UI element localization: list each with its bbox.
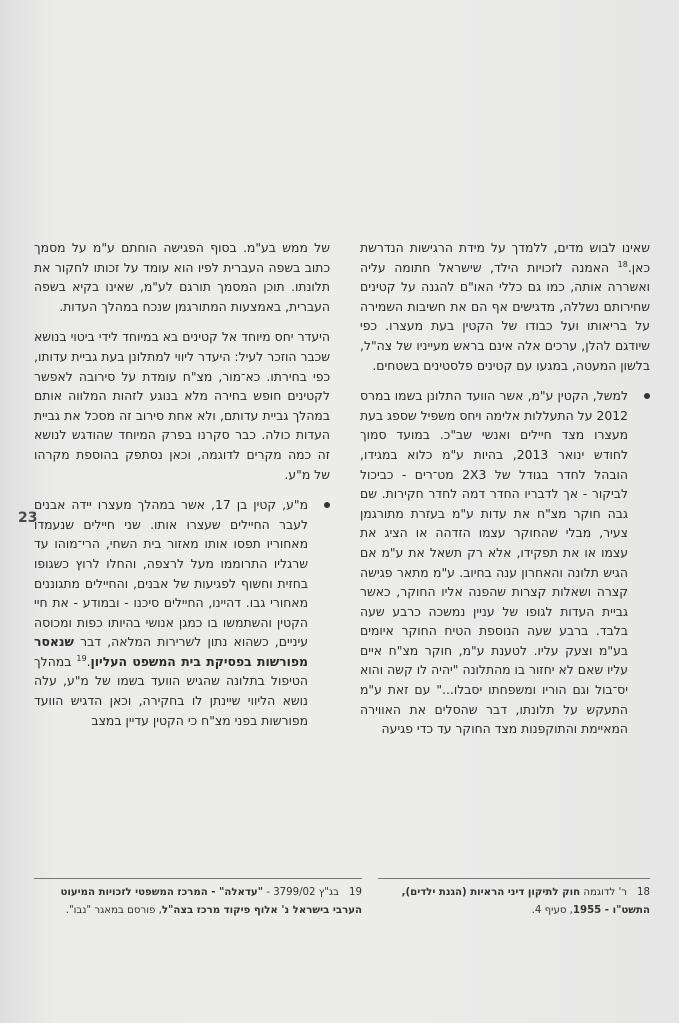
bullet-icon — [324, 502, 330, 508]
bold-text: "עדאלה" - המרכז המשפטי לזכויות המיעוט הערבי בישראל נ' אלוף פיקוד מרכז בצה"ל — [60, 887, 362, 916]
footnote-18: 18ר' לדוגמה חוק לתיקון דיני הראיות (הגנת ילדים), התשט"ו - 1955, סעיף 4. — [401, 887, 650, 916]
paragraph: שאינו לבוש מדים, ללמדך על מידת הרגישות הנדרשת כאן.$^{18}$ האמנה לזכויות הילד, שישראל חתומה עליה ואשררה אותה, כמו גם כללי האו"ם להגנה על קטינים שחירותם נשללה, מדגישים אף הם את חשיבות השמירה על בריאותו ועל כבודו של הקטין בעת מעצרו. כפי שיודגם להלן, ערכים אלה אינם בראש מעייניו של צה"ל, בלשון המעטה, במגעו עם קטינים פלסטינים בשטחים. — [360, 240, 650, 373]
footnote-19: 19בג"ץ 3799/02 - "עדאלה" - המרכז המשפטי לזכויות המיעוט הערבי בישראל נ' אלוף פיקוד מרכז בצה"ל, פורסם במאגר "נבו". — [60, 887, 362, 916]
footnote-divider — [34, 878, 362, 879]
paragraph: היעדר יחס מיוחד אל קטינים בא במיוחד לידי ביטוי בנושא שכבר הוזכר לעיל: היעדר ליווי למתלונן בעת גביית עדותו, כפי בחירתו. כא־מור, מצ"ח עומדת על סירובה לאפשר לקטינים חופש בחירה מלא בנוגע לזהות המלווה אותם במהלך גביית עדותם, ולא אחת סירוב זה מסכל את גביית העדות כולה. כבר סקרנו בפרק המיוחד שהודגש לנושא זה כמה מקרים לדוגמה, וכאן נסתפק בהוספת מקרהו של מ"ע. — [34, 329, 330, 482]
footnote-ref[interactable]: 18 — [617, 259, 628, 269]
paragraph: של ממש בע"מ. בסוף הפגישה הוחתם ע"מ על מסמך כתוב בשפה העברית לפיו הוא עומד על זכותו לחקור את תלונתו. תוכן המסמך תורגם לע"מ, שאינו בקיא בשפה העברית, באמצעות המתורגמן שנכח במהלך העדות. — [34, 240, 330, 314]
footnote-number: 18 — [637, 887, 650, 898]
footnote-divider — [378, 878, 650, 879]
bullet-paragraph: מ"ע, קטין בן 17, אשר במהלך מעצרו יידה אבנים לעבר החיילים שעצרו אותו. שני חיילים שנעמדו מאחוריו תפסו אותו מאזור בית השחי, הרי־מוהו עד שרגליו התרוממו מעל לרצפה, והחלו לרוץ כשגופו בחזית וחשוף לפגיעות של אבנים, והחיילים מתגוננים מאחורי גבו. דהיינו, החיילים סיכנו - ובמודע - את חיי הקטין והשתמשו בו כמגן אנושי בהיותו כפות ומכוסה עיניים, כשהוא נתון לשרירות המלאה, דבר שנאסר מפורשות בפסיקת בית המשפט העליון.$^{19}$ במהלך הטיפול בתלונה שהגיש הוועד בשמו של מ"ע, עלה נושא הליווי שיינתן לו בחקירה, וכאן הדגיש הוועד מפורשות בפני מצ"ח כי הקטין עדיין במצב — [34, 495, 330, 730]
bullet-icon — [644, 393, 650, 399]
page-number: 23 — [18, 510, 38, 526]
bold-text: חוק לתיקון דיני הראיות (הגנת ילדים), התשט"ו - 1955 — [401, 887, 650, 916]
footnote-number: 19 — [349, 887, 362, 898]
right-column — [360, 238, 650, 739]
bold-text: שנאסר מפורשות בפסיקת בית המשפט העליון — [34, 634, 308, 669]
left-column — [34, 238, 330, 730]
footnote-ref[interactable]: 19 — [76, 653, 87, 663]
bullet-paragraph: למשל, הקטין ע"מ, אשר הוועד התלונן בשמו במרס 2012 על התעללות אלימה ויחס משפיל שספג בעת מעצרו מצד חיילים ואנשי שב"כ. במועד סמוך לחודש ינואר 2013, בהיות ע"מ כלוא במגידו, הובהל לחדר בגודל של 2X3 מט־רים - כביכול לביקור - אך לדבריו החדר דמה לחדר חקירות. שם גבה חוקר מצ"ח את עדות ע"מ בעזרת מתורגמן צעיר, מבלי שהחוקר עצמו הזדהה או הציג את עצמו או את תפקידו, אלא רק תשאל את ע"מ אם הגיש תלונה והאחרון ענה בחיוב. ע"מ מתאר פגישה קצרה ושאלות קצרות שהפנה אליו החוקר, כאשר גביית העדות לגופו של עניין נמשכה כרבע שעה בלבד. ברבע שעה הנוספת הטיח החוקר איומים בע"מ וצעק עליו. לטענת ע"מ, חוקר מצ"ח איים עליו שאם לא יחזור בו מהתלונה "יהיה לו קשה והוא יס־בול וגם הוריו ומשפחתו יסבלו..." עם זאת ע"מ התעקש על תלונתו, דבר שהסלים את האווירה המאיימת והתוקפנות מצד החוקר עד כדי פגיעה — [360, 386, 650, 739]
